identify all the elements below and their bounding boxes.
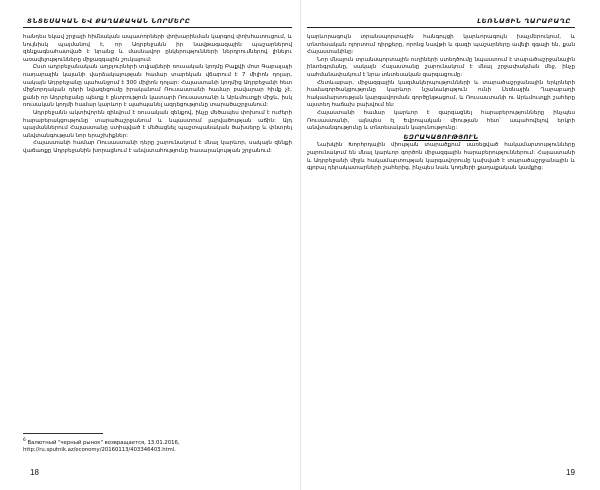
paragraph: Հետևաբար, միջազգային կազմակերպությունների և տարածաշրջանային երկրների համագործակցությունը կարևոր նշանակություն ունի Լեռնային Ղարաբաղի հակամարտության կարգավորման գործընթացում, և Ռուսաստանի ու Արևմուտքի շահերը այստեղ հաճախ բախվում են: bbox=[307, 79, 575, 109]
footnote bbox=[23, 437, 283, 454]
section-heading: ԵԶՐԱԿԱՑՈՒԹՅՈՒՆ bbox=[403, 133, 479, 141]
footnote-divider bbox=[23, 433, 103, 434]
paragraph: Հայաստանի համար Ռուսաստանի դերը շարունակում է մնալ կարևոր, սակայն զենքի վաճառքը Ադրբեջանին խորացնում է անվստահությունը հասարակության շրջանում: bbox=[23, 140, 292, 154]
paragraph: Ադրբեջանն ակտիվորեն զինվում է ռուսական զենքով, ինչը մեծապես փոխում է ուժերի հարաբերակցությունը տարածաշրջանում և նպաստում լարվածության աճին: Այդ պայմաններում Հայաստանը ստիպված է մեծացնել պաշտպանական ծախսերը և փնտրել անվտանգության նոր երաշխիքներ: bbox=[23, 109, 292, 139]
footnote-text: Валютный "черный рынок" возвращается, 13.01.2016, http://ru.sputnik.az/economy/20160113/403346403.html. bbox=[23, 439, 180, 453]
right-running-head: ԼԵՌՆԱՅԻՆ ՂԱՐԱԲԱՂԸ bbox=[307, 12, 575, 28]
footnote-marker: 6 bbox=[23, 438, 26, 443]
left-page-number: 18 bbox=[30, 468, 39, 477]
paragraph: կարևորագույն տրանսպորտային հանգույցի կարևորագույն խաչմերուկում, և տնտեսական ոլորտում դիրքերը, որոնց նավթի և գազի պաշարները ավելի զգալի են, քան Հայաստանինը: bbox=[307, 34, 575, 56]
right-body-text bbox=[307, 34, 575, 173]
paragraph: Ըստ ադրբեջանական աղբյուրների տվյալների ռուսական կողմը Բաքվի մոտ Գաբալայի ռադարային կայանի վարձակալության համար տարեկան վճարում է 7 միլիոն դոլար, սակայն Ադրբեջանը պահանջում է 300 միլիոն դոլար: Հայաստանի կողմից Ադրբեջանի հետ միջնորդական դերի նվազեցումը իրականում Ռուսաստանի համար բավարար հիմք չէ, քանի որ Ադրբեջանը պետք է ընտրություն կատարի Ռուսաստանի և Արևմուտքի միջև, իսկ ռուսական կողմի համար կարևոր է պահպանել ազդեցությունը տարածաշրջանում: bbox=[23, 64, 292, 109]
left-body-text bbox=[23, 34, 292, 156]
paragraph: Նոր մնայուն տրանսպորտային ուղիների ստեղծումը նպաստում է տարածաշրջանային ինտեգրմանը, սակայն Հայաստանը շարունակում է մնալ շրջափակման մեջ, ինչը սահմանափակում է նրա տնտեսական զարգացումը: bbox=[307, 56, 575, 78]
paragraph: հանդես եկավ շրջայի հիմնական ապատորների փոխարինման կարգով փոխհատուցում, և նույնիսկ պայմանով է, որ Ադրբեջանն իր նավթագազային պաշարներով զենքագնահատված է նրանց և մասնավոր ընկերությունների ներդրումներով լինելու առավելությունները միջազգային շուկայում: bbox=[23, 34, 292, 63]
paragraph: Հայաստանի համար կարևոր է զարգացնել հարաբերությունները ինչպես Ռուսաստանի, այնպես էլ Եվրոպական միության հետ՝ ապահովելով երկրի անվտանգությունը և տնտեսական կայունությունը: bbox=[307, 109, 575, 132]
right-page bbox=[300, 0, 600, 490]
left-running-head: ՏՆՏԵՍԱԿԱՆ ԵՎ ՔԱՂԱՔԱԿԱՆ ՆՈՐՄԵՐԸ bbox=[23, 12, 292, 28]
right-page-number: 19 bbox=[566, 468, 575, 477]
paragraph: Նախկին Խորհրդային միության տարածքում սառեցված հակամարտությունները շարունակում են մնալ կարևոր գործոն միջազգային հարաբերություններում: Հայաստանի և Ադրբեջանի միջև հակամարտության կարգավորումը կախված է տարածաշրջանային և գլոբալ դերակատարների շահերից, ինչպես նաև կողմերի քաղաքական կամքից: bbox=[307, 142, 575, 172]
